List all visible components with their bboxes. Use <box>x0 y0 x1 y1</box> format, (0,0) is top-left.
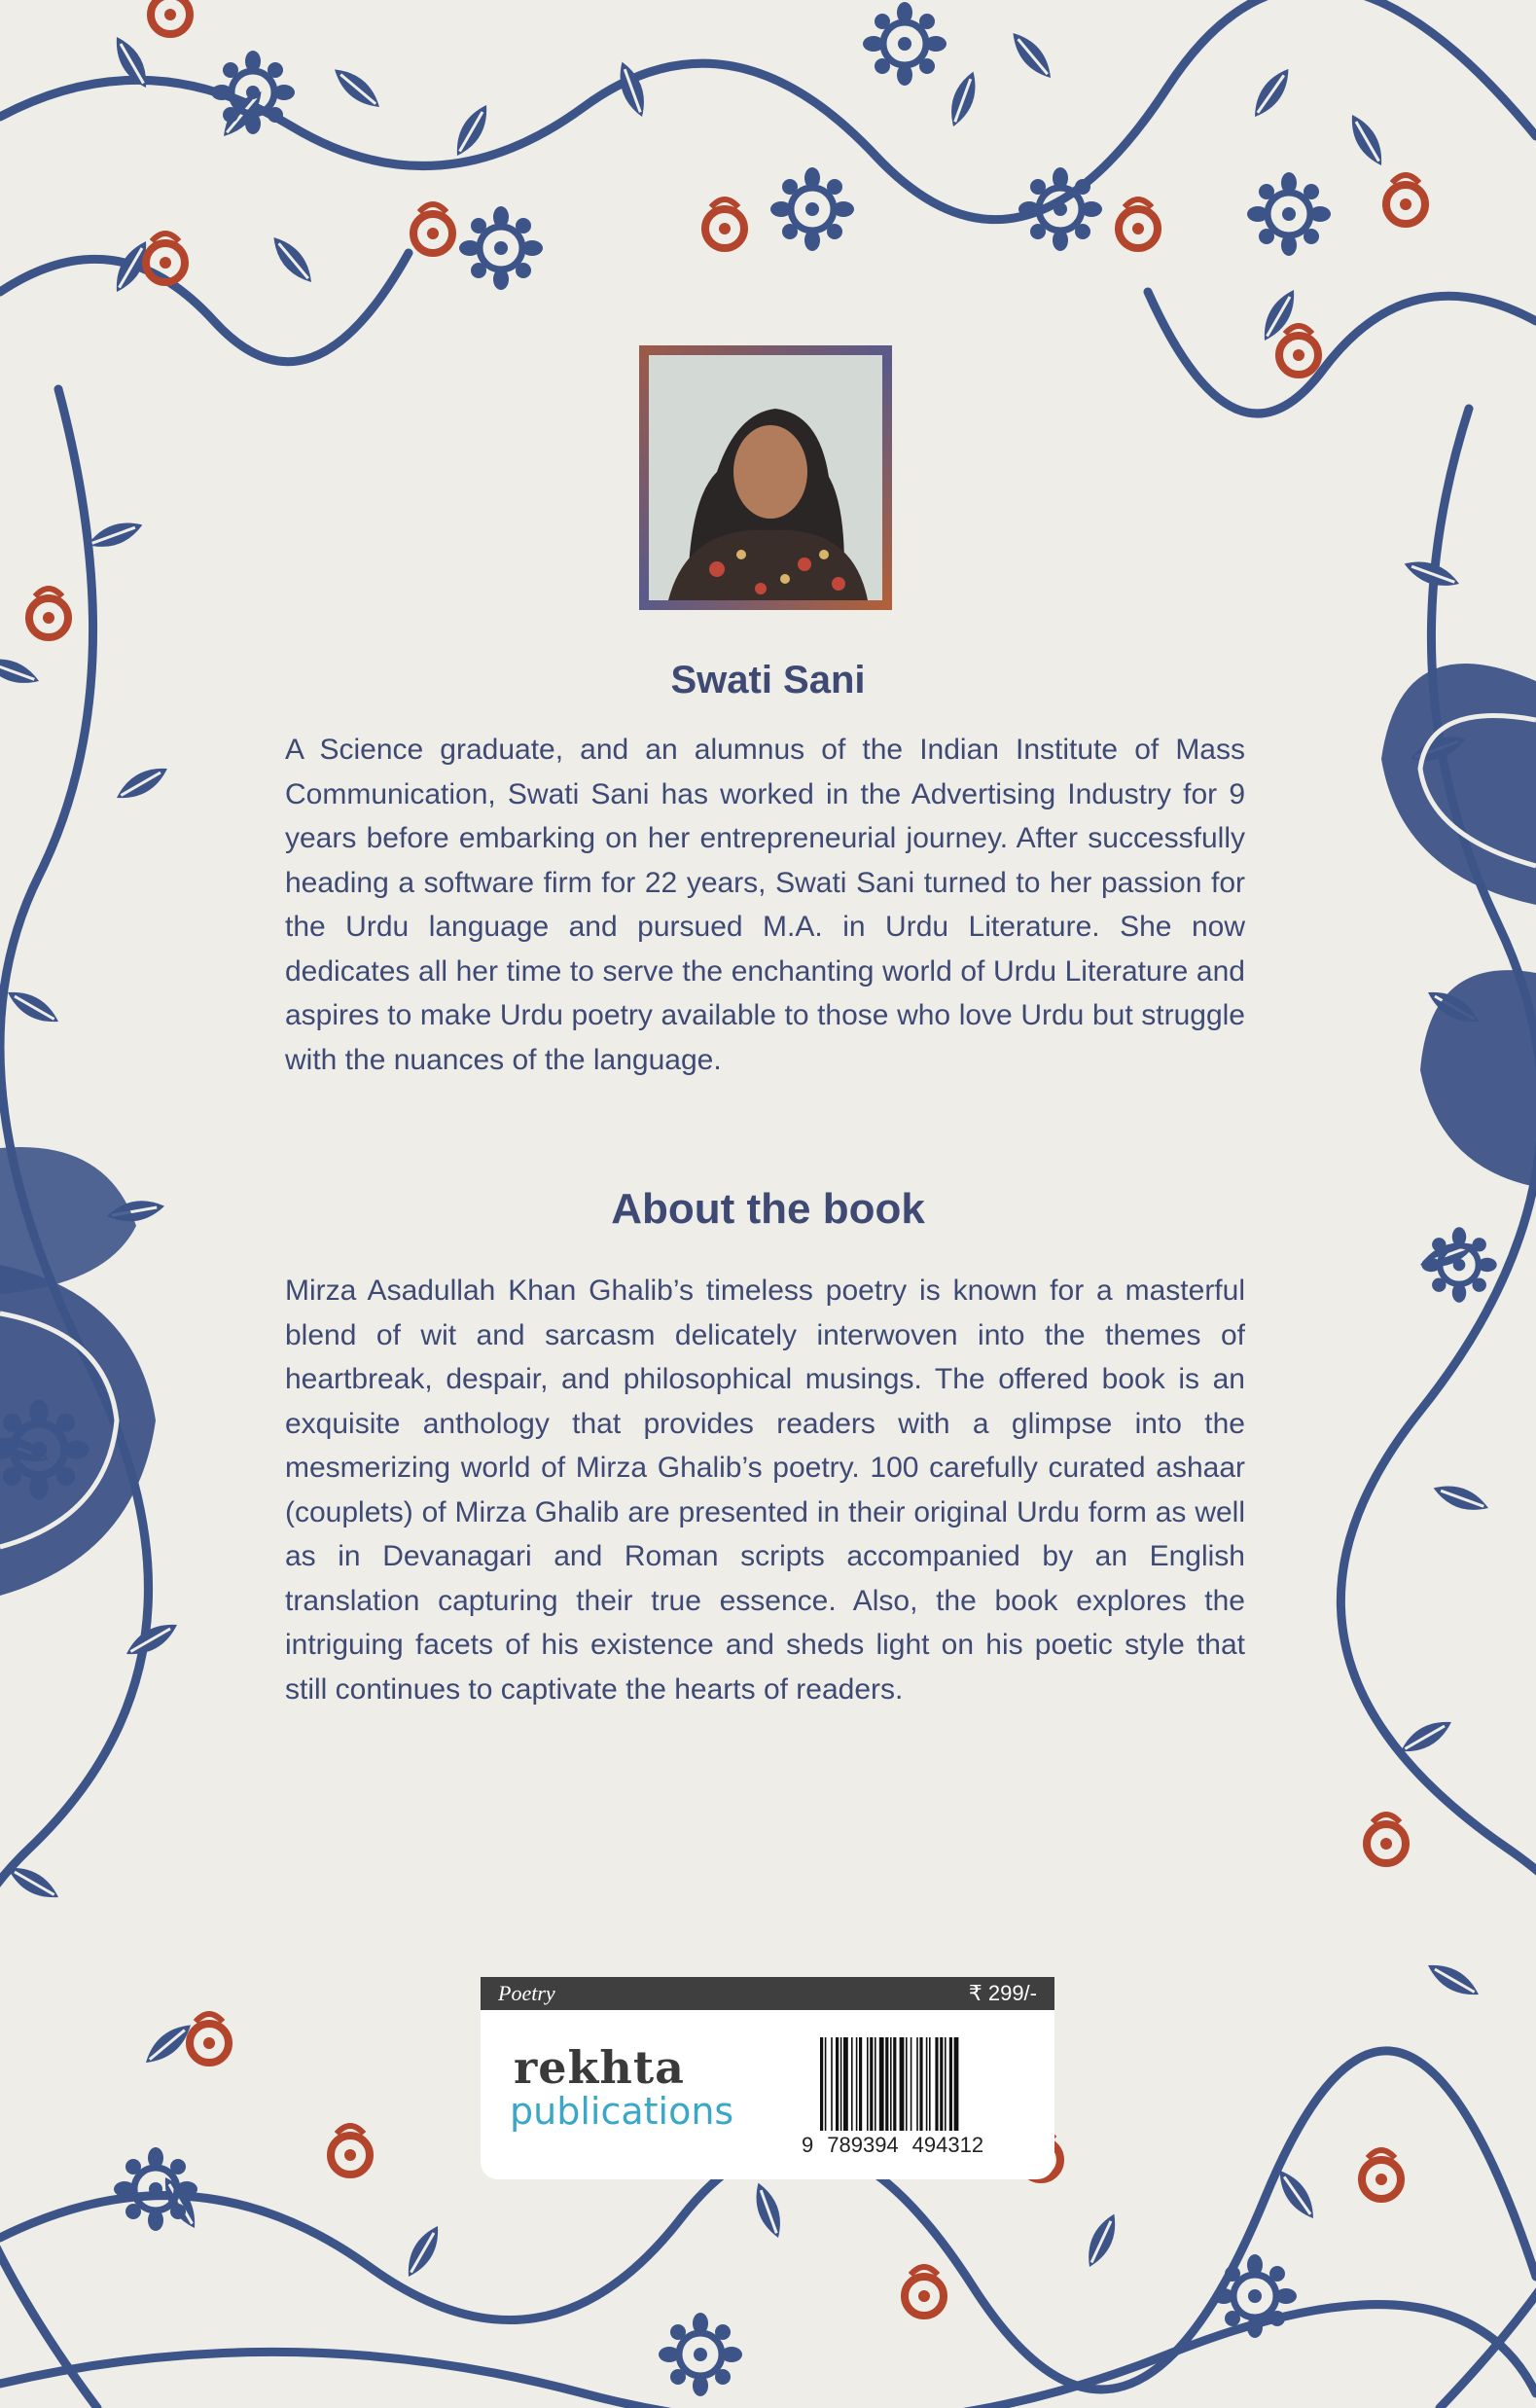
isbn-digit-group-1: 789394 <box>827 2133 899 2157</box>
about-book-heading: About the book <box>611 1185 925 1233</box>
isbn-digit-prefix: 9 <box>802 2133 814 2157</box>
author-photo <box>639 345 892 610</box>
about-book-text: Mirza Asadullah Khan Ghalib’s timeless poetry is known for a masterful blend of wit and sarcasm delicately interwoven into the themes of heartbreak, despair, and philosophical musings. The offered book is an exquisite anthology that provides readers with a glimpse into the mesmerizing world of Mirza Ghalib’s poetry. 100 carefully curated ashaar (couplets) of Mirza Ghalib are presented in their original Urdu form as well as in Devanagari and Roman scripts accompanied by an English translation capturing their true essence. Also, the book explores the intriguing facets of his existence and sheds light on his poetic style that still continues to captivate the hearts of readers. <box>285 1275 1245 1706</box>
price-label: ₹ 299/- <box>968 1981 1037 2005</box>
label-bar <box>481 1977 1054 2010</box>
isbn-digit-group-2: 494312 <box>911 2133 984 2157</box>
author-bio: A Science graduate, and an alumnus of the Indian Institute of Mass Communication, Swati Sani has worked in the Advertising Industry for 9 years before embarking on her entrepreneurial journey. After successfully heading a software firm for 22 years, Swati Sani turned to her passion for the Urdu language and pursued M.A. in Urdu Literature. She now dedicates all her time to serve the enchanting world of Urdu Literature and aspires to make Urdu poetry available to those who love Urdu but struggle with the nuances of the language. <box>285 734 1245 1076</box>
publisher-logo: rekhta <box>514 2041 685 2094</box>
publisher-logo-sub: publications <box>510 2090 734 2133</box>
author-name: Swati Sani <box>670 659 866 701</box>
barcode <box>816 2037 1030 2135</box>
isbn-digits <box>802 2133 1035 2158</box>
genre-label: Poetry <box>498 1981 555 2005</box>
publisher-label <box>481 1977 1054 2179</box>
